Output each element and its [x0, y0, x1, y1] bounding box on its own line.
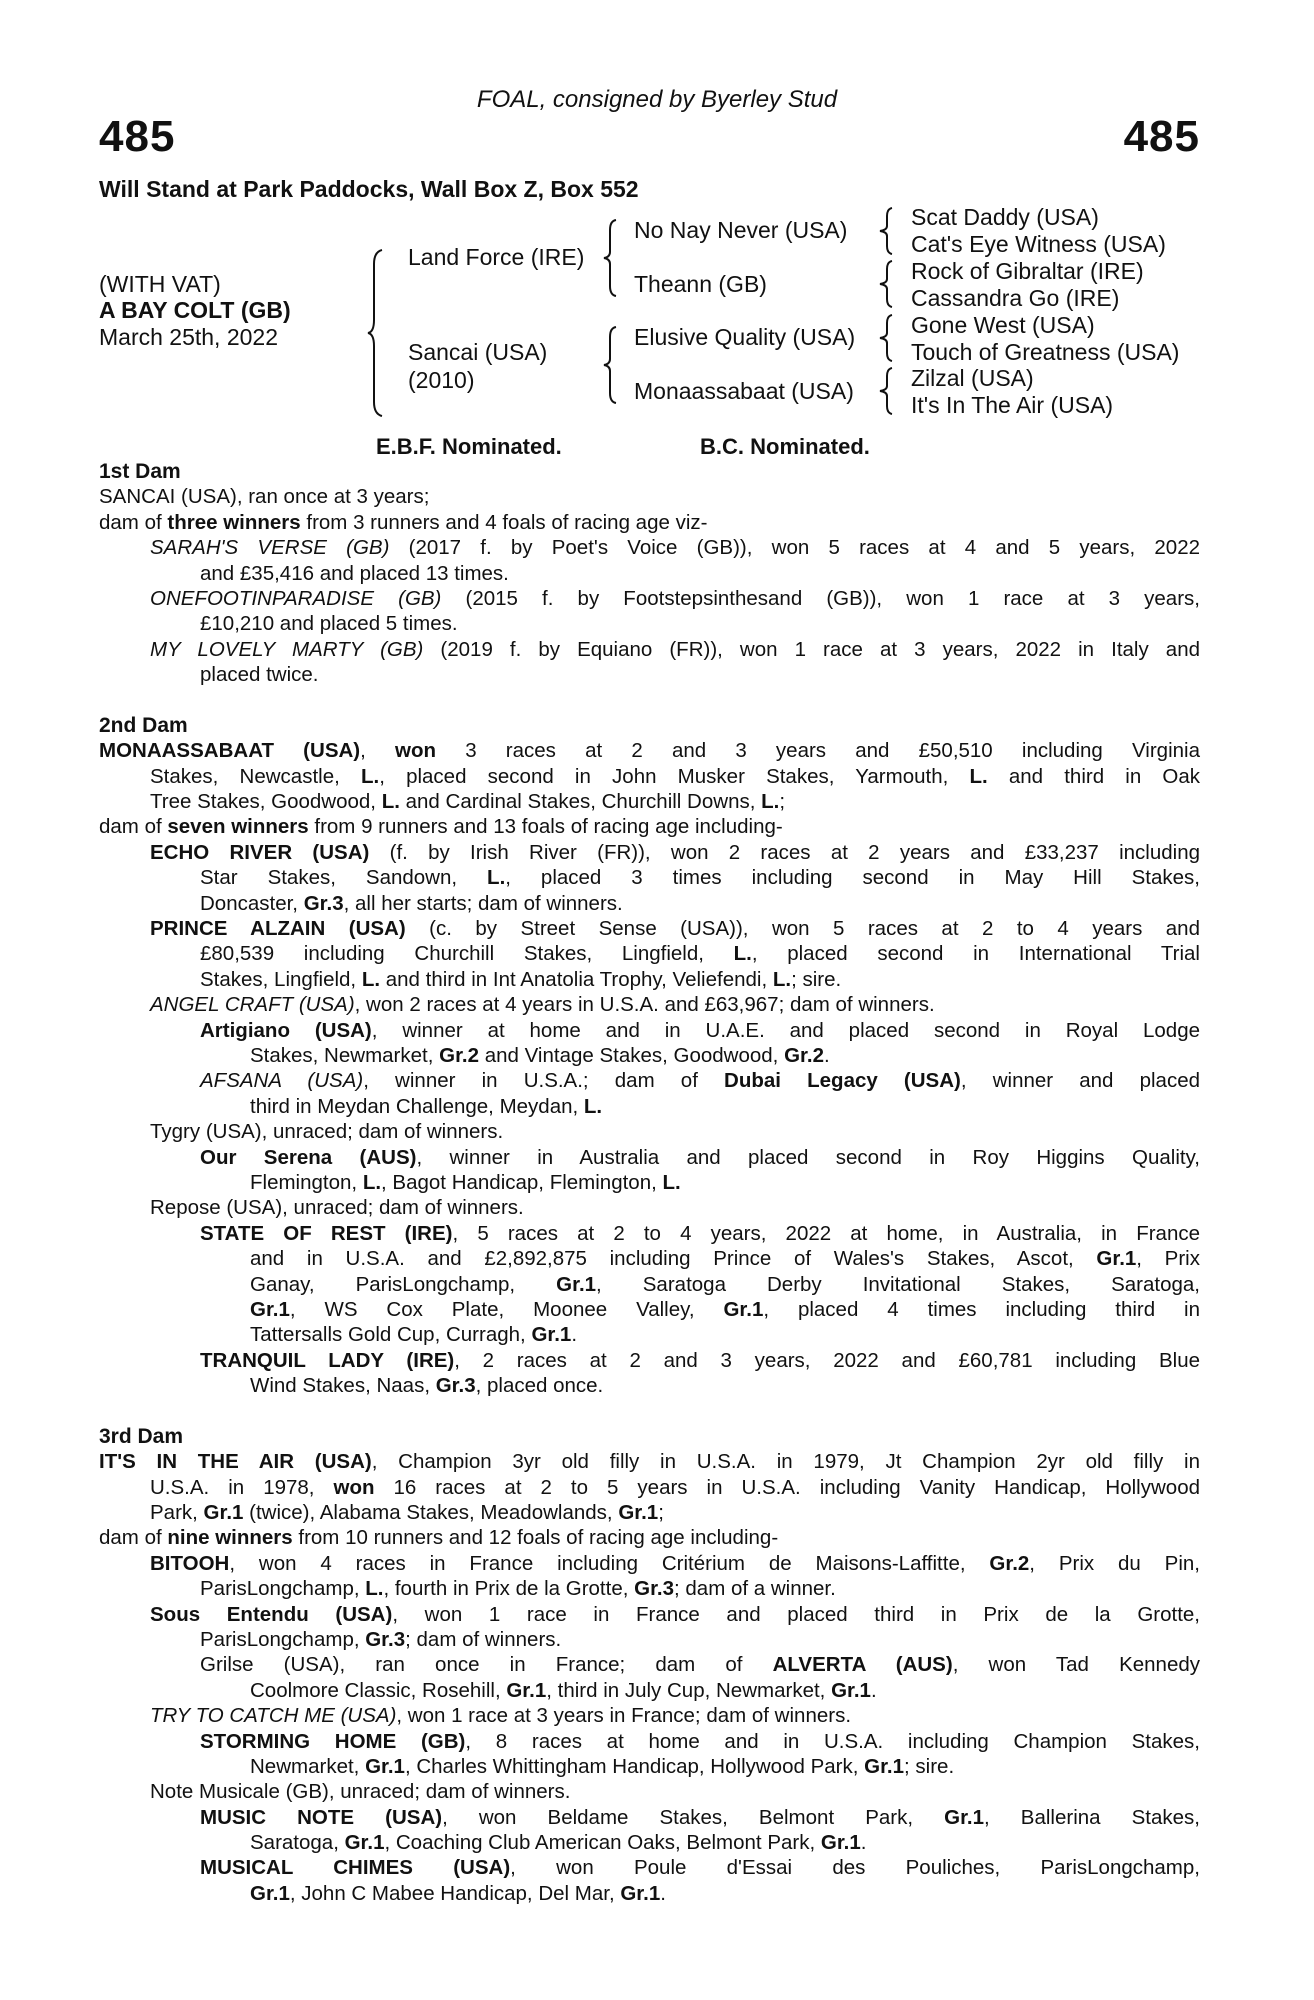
text-run: 1st Dam: [99, 460, 181, 483]
foaling-date: March 25th, 2022: [99, 324, 279, 350]
text-run: , John C Mabee Handicap, Del Mar,: [289, 1881, 621, 1905]
text-run: , Champion 3yr old filly in U.S.A. in 1979, Jt Champion 2yr old filly in: [371, 1450, 1200, 1474]
brace-icon: [880, 206, 896, 256]
text-run: Repose (USA), unraced; dam of winners.: [150, 1196, 524, 1220]
bold-text: L.: [733, 942, 752, 966]
text-run: £80,539 including Churchill Stakes, Lingfield,: [200, 942, 734, 966]
bold-text: Gr.1: [556, 1272, 597, 1296]
italic-text: MY LOVELY MARTY (GB): [150, 637, 424, 661]
text-line: [99, 1779, 1200, 1804]
italic-text: AFSANA (USA): [200, 1069, 364, 1093]
text-run: , third in July Cup, Newmarket,: [546, 1678, 832, 1702]
ancestor: Scat Daddy (USA): [911, 204, 1099, 230]
text-line: [99, 1221, 1200, 1246]
text-run: dam of: [99, 1526, 168, 1550]
text-run: ; sire.: [791, 967, 842, 991]
bold-text: Gr.3: [303, 891, 344, 915]
brace-icon: [880, 313, 896, 363]
text-run: ,: [360, 739, 396, 763]
text-line: [99, 1703, 1200, 1728]
text-line: [99, 561, 1200, 586]
bold-text: MUSIC NOTE (USA): [200, 1805, 443, 1829]
text-run: , won 2 races at 4 years in U.S.A. and £63,967; dam of winners.: [354, 993, 935, 1017]
bold-text: Artigiano (USA): [200, 1018, 372, 1042]
sire-dam: Theann (GB): [634, 271, 767, 297]
bold-text: L.: [362, 1170, 382, 1194]
text-line: [99, 611, 1200, 636]
text-line: [99, 764, 1200, 789]
text-run: .: [660, 1881, 666, 1905]
ancestor: Cassandra Go (IRE): [911, 285, 1120, 311]
text-run: , Saratoga Derby Invitational Stakes, Saratoga,: [596, 1272, 1201, 1296]
text-line: [99, 1119, 1200, 1144]
text-run: Grilse (USA), ran once in France; dam of: [200, 1653, 773, 1677]
text-line: [99, 1805, 1200, 1830]
text-line: [99, 1881, 1200, 1906]
bold-text: BITOOH: [150, 1551, 230, 1575]
bold-text: Gr.1: [831, 1678, 871, 1702]
text-line: [99, 1145, 1200, 1170]
bold-text: Gr.2: [439, 1043, 480, 1067]
ancestor: Gone West (USA): [911, 312, 1095, 338]
bold-text: Gr.1: [723, 1297, 764, 1321]
text-line: [99, 1830, 1200, 1855]
bold-text: L.: [662, 1170, 681, 1194]
bold-text: Gr.2: [784, 1043, 824, 1067]
bold-text: L.: [487, 866, 506, 890]
text-run: ; sire.: [904, 1754, 955, 1778]
text-run: from 10 runners and 12 foals of racing age including-: [292, 1526, 779, 1550]
text-run: , winner at home and in U.A.E. and placed second in Royal Lodge: [371, 1018, 1200, 1042]
bold-text: L.: [761, 790, 780, 814]
text-line: [99, 1246, 1200, 1271]
text-run: Doncaster,: [200, 891, 304, 915]
text-run: (2017 f. by Poet's Voice (GB)), won 5 races at 4 and 5 years, 2022: [389, 536, 1200, 560]
text-run: , WS Cox Plate, Moonee Valley,: [289, 1297, 724, 1321]
lot-number-right: 485: [1123, 112, 1200, 161]
text-run: , placed 4 times including third in: [763, 1297, 1200, 1321]
text-run: from 9 runners and 13 foals of racing age including-: [308, 815, 783, 839]
bold-text: Our Serena (AUS): [200, 1145, 417, 1169]
bold-text: L.: [365, 1577, 384, 1601]
text-line: [99, 1602, 1200, 1627]
text-run: and third in Oak: [987, 764, 1201, 788]
text-run: 3rd Dam: [99, 1424, 184, 1448]
bold-text: STORMING HOME (GB): [200, 1729, 466, 1753]
bold-text: Gr.1: [250, 1297, 290, 1321]
text-run: , won 1 race at 3 years in France; dam of winners.: [396, 1704, 852, 1728]
text-run: ; dam of winners.: [405, 1627, 562, 1651]
text-line: [99, 814, 1200, 839]
text-run: ParisLongchamp,: [200, 1627, 366, 1651]
text-run: Stakes, Newcastle,: [150, 764, 361, 788]
italic-text: SARAH'S VERSE (GB): [150, 536, 390, 560]
text-line: [99, 535, 1200, 560]
bold-text: Gr.1: [250, 1881, 290, 1905]
text-run: dam of: [99, 510, 168, 534]
sire: Land Force (IRE): [408, 244, 585, 270]
text-run: third in Meydan Challenge, Meydan,: [250, 1094, 584, 1118]
text-run: and third in Int Anatolia Trophy, Veliefendi,: [380, 967, 773, 991]
text-run: placed twice.: [200, 663, 319, 687]
ebf-nomination: E.B.F. Nominated.: [376, 434, 562, 459]
text-run: , Coaching Club American Oaks, Belmont Park,: [384, 1831, 821, 1855]
text-line: [99, 865, 1200, 890]
text-line: [99, 1272, 1200, 1297]
text-run: , won 4 races in France including Critérium de Maisons-Laffitte,: [229, 1551, 990, 1575]
dam: Sancai (USA): [408, 339, 548, 365]
bold-text: L.: [360, 764, 380, 788]
text-run: SANCAI (USA), ran once at 3 years;: [99, 485, 430, 509]
text-line: [99, 1475, 1200, 1500]
bold-text: L.: [772, 967, 792, 991]
text-line: [99, 1729, 1200, 1754]
text-run: Wind Stakes, Naas,: [250, 1374, 436, 1398]
bold-text: Gr.1: [620, 1881, 661, 1905]
text-line: [99, 662, 1200, 687]
text-line: [99, 1652, 1200, 1677]
text-run: ; dam of a winner.: [674, 1577, 836, 1601]
text-line: [99, 1322, 1200, 1347]
lot-number-left: 485: [99, 112, 176, 161]
text-run: Stakes, Lingfield,: [200, 967, 362, 991]
text-run: Tygry (USA), unraced; dam of winners.: [150, 1120, 504, 1144]
text-run: £10,210 and placed 5 times.: [200, 612, 458, 636]
text-run: Saratoga,: [250, 1831, 345, 1855]
text-line: [99, 586, 1200, 611]
text-line: [99, 1576, 1200, 1601]
text-line: [99, 1627, 1200, 1652]
text-line: [99, 738, 1200, 763]
text-run: , won Beldame Stakes, Belmont Park,: [442, 1805, 945, 1829]
text-line: [99, 1551, 1200, 1576]
brace-icon: [880, 259, 896, 309]
text-line: [99, 1348, 1200, 1373]
blank-line: [99, 1398, 1200, 1423]
brace-icon: [880, 366, 896, 416]
text-run: , all her starts; dam of winners.: [343, 891, 623, 915]
consignor-line: FOAL, consigned by Byerley Stud: [476, 86, 838, 113]
bold-text: Gr.3: [634, 1577, 675, 1601]
bold-text: Gr.3: [435, 1374, 476, 1398]
text-line: [99, 891, 1200, 916]
bold-text: three winners: [167, 510, 301, 534]
text-line: [99, 916, 1200, 941]
text-run: and in U.S.A. and £2,892,875 including Prince of Wales's Stakes, Ascot,: [250, 1247, 1097, 1271]
catalogue-body: [99, 459, 1200, 1906]
text-run: , won Poule d'Essai des Pouliches, ParisLongchamp,: [510, 1856, 1200, 1880]
bold-text: TRANQUIL LADY (IRE): [200, 1348, 455, 1372]
text-run: (2019 f. by Equiano (FR)), won 1 race at 3 years, 2022 in Italy and: [423, 637, 1201, 661]
bold-text: ALVERTA (AUS): [772, 1653, 953, 1677]
text-run: Tree Stakes, Goodwood,: [150, 790, 382, 814]
text-run: Stakes, Newmarket,: [250, 1043, 440, 1067]
bold-text: ECHO RIVER (USA): [150, 840, 370, 864]
bold-text: Gr.2: [989, 1551, 1030, 1575]
bold-text: Gr.1: [820, 1831, 861, 1855]
bold-text: MUSICAL CHIMES (USA): [200, 1856, 511, 1880]
vat-note: (WITH VAT): [99, 271, 221, 297]
section-heading: [99, 459, 1200, 484]
text-run: , 5 races at 2 to 4 years, 2022 at home, in Australia, in France: [452, 1221, 1200, 1245]
text-run: and Cardinal Stakes, Churchill Downs,: [399, 790, 762, 814]
ancestor: It's In The Air (USA): [911, 392, 1114, 418]
text-run: Park,: [150, 1501, 204, 1525]
bold-text: Sous Entendu (USA): [150, 1602, 393, 1626]
text-line: [99, 510, 1200, 535]
bold-text: Gr.1: [618, 1501, 659, 1525]
ancestor: Touch of Greatness (USA): [911, 339, 1180, 365]
text-run: (f. by Irish River (FR)), won 2 races at 2 years and £33,237 including: [369, 840, 1200, 864]
text-line: [99, 1754, 1200, 1779]
bold-text: Gr.1: [944, 1805, 985, 1829]
bold-text: Gr.1: [506, 1678, 547, 1702]
bc-nomination: B.C. Nominated.: [700, 434, 870, 459]
horse-name: A BAY COLT (GB): [99, 297, 291, 323]
bold-text: Gr.1: [1096, 1247, 1137, 1271]
bold-text: Gr.1: [203, 1501, 244, 1525]
bold-text: L.: [361, 967, 381, 991]
text-line: [99, 1170, 1200, 1195]
italic-text: TRY TO CATCH ME (USA): [150, 1704, 397, 1728]
ancestor: Rock of Gibraltar (IRE): [911, 258, 1144, 284]
text-run: , placed second in International Trial: [751, 942, 1200, 966]
bold-text: Gr.1: [344, 1831, 385, 1855]
text-line: [99, 1297, 1200, 1322]
bold-text: Gr.1: [864, 1754, 905, 1778]
text-run: Star Stakes, Sandown,: [200, 866, 488, 890]
text-run: Coolmore Classic, Rosehill,: [250, 1678, 507, 1702]
text-line: [99, 840, 1200, 865]
text-line: [99, 1043, 1200, 1068]
stabling-location: Will Stand at Park Paddocks, Wall Box Z, Box 552: [99, 176, 639, 202]
text-line: [99, 1500, 1200, 1525]
text-run: , Charles Whittingham Handicap, Hollywood Park,: [404, 1754, 865, 1778]
bold-text: won: [333, 1475, 375, 1499]
text-run: , Prix du Pin,: [1029, 1551, 1200, 1575]
bold-text: STATE OF REST (IRE): [200, 1221, 453, 1245]
text-line: [99, 637, 1200, 662]
text-line: [99, 967, 1200, 992]
text-line: [99, 1525, 1200, 1550]
text-run: 2nd Dam: [99, 713, 188, 737]
bold-text: IT'S IN THE AIR (USA): [99, 1450, 372, 1474]
bold-text: Gr.3: [365, 1627, 406, 1651]
brace-icon: [604, 218, 620, 298]
text-run: Ganay, ParisLongchamp,: [250, 1272, 557, 1296]
bold-text: PRINCE ALZAIN (USA): [150, 917, 406, 941]
text-run: (c. by Street Sense (USA)), won 5 races at 2 to 4 years and: [405, 917, 1200, 941]
text-line: [99, 992, 1200, 1017]
text-run: , fourth in Prix de la Grotte,: [383, 1577, 635, 1601]
section-heading: [99, 713, 1200, 738]
text-run: .: [823, 1043, 830, 1067]
text-line: [99, 941, 1200, 966]
bold-text: Dubai Legacy (USA): [724, 1069, 961, 1093]
italic-text: ONEFOOTINPARADISE (GB): [150, 586, 442, 610]
brace-icon: [368, 248, 388, 418]
dam-year: (2010): [408, 367, 475, 393]
bold-text: Gr.1: [365, 1754, 405, 1778]
dam-dam: Monaassabaat (USA): [634, 378, 854, 404]
text-line: [99, 1094, 1200, 1119]
bold-text: won: [395, 739, 437, 763]
text-line: [99, 1018, 1200, 1043]
bold-text: MONAASSABAAT (USA): [99, 739, 361, 763]
text-line: [99, 484, 1200, 509]
text-run: , 2 races at 2 and 3 years, 2022 and £60,781 including Blue: [454, 1348, 1200, 1372]
text-run: , Bagot Handicap, Flemington,: [381, 1170, 663, 1194]
bold-text: L.: [381, 790, 400, 814]
text-run: , winner in Australia and placed second in Roy Higgins Quality,: [416, 1145, 1201, 1169]
bold-text: seven winners: [167, 815, 309, 839]
bold-text: Gr.1: [531, 1323, 572, 1347]
text-run: 16 races at 2 to 5 years in U.S.A. including Vanity Handicap, Hollywood: [374, 1475, 1200, 1499]
text-run: Flemington,: [250, 1170, 363, 1194]
text-run: .: [870, 1678, 877, 1702]
text-line: [99, 1678, 1200, 1703]
sire-sire: No Nay Never (USA): [634, 217, 848, 243]
text-line: [99, 1855, 1200, 1880]
text-line: [99, 1195, 1200, 1220]
text-run: , winner in U.S.A.; dam of: [363, 1069, 725, 1093]
brace-icon: [604, 325, 620, 405]
text-run: , won Tad Kennedy: [952, 1653, 1200, 1677]
text-run: , winner and placed: [960, 1069, 1201, 1093]
text-line: [99, 789, 1200, 814]
text-run: and £35,416 and placed 13 times.: [200, 561, 509, 585]
text-run: , 8 races at home and in U.S.A. including Champion Stakes,: [465, 1729, 1200, 1753]
dam-sire: Elusive Quality (USA): [634, 324, 856, 350]
blank-line: [99, 688, 1200, 713]
text-run: from 3 runners and 4 foals of racing age viz-: [300, 510, 708, 534]
text-line: [99, 1449, 1200, 1474]
text-run: , placed second in John Musker Stakes, Yarmouth,: [379, 764, 970, 788]
text-run: , Ballerina Stakes,: [984, 1805, 1200, 1829]
ancestor: Cat's Eye Witness (USA): [911, 231, 1166, 257]
text-run: Note Musicale (GB), unraced; dam of winners.: [150, 1780, 571, 1804]
text-run: ;: [658, 1501, 664, 1525]
bold-text: nine winners: [167, 1526, 293, 1550]
italic-text: ANGEL CRAFT (USA): [150, 993, 355, 1017]
text-run: (2015 f. by Footstepsinthesand (GB)), won 1 race at 3 years,: [441, 586, 1200, 610]
text-run: , placed once.: [475, 1374, 604, 1398]
text-run: , placed 3 times including second in May Hill Stakes,: [505, 866, 1200, 890]
bold-text: L.: [583, 1094, 603, 1118]
text-run: ParisLongchamp,: [200, 1577, 366, 1601]
section-heading: [99, 1424, 1200, 1449]
text-run: Newmarket,: [250, 1754, 366, 1778]
text-run: and Vintage Stakes, Goodwood,: [479, 1043, 785, 1067]
text-run: (twice), Alabama Stakes, Meadowlands,: [243, 1501, 619, 1525]
text-run: Tattersalls Gold Cup, Curragh,: [250, 1323, 532, 1347]
text-line: [99, 1068, 1200, 1093]
text-run: .: [571, 1323, 578, 1347]
ancestor: Zilzal (USA): [911, 365, 1034, 391]
text-run: U.S.A. in 1978,: [150, 1475, 334, 1499]
text-run: dam of: [99, 815, 168, 839]
text-line: [99, 1373, 1200, 1398]
text-run: , won 1 race in France and placed third in Prix de la Grotte,: [392, 1602, 1200, 1626]
text-run: 3 races at 2 and 3 years and £50,510 including Virginia: [436, 739, 1200, 763]
text-run: .: [860, 1831, 867, 1855]
text-run: ;: [779, 790, 786, 814]
bold-text: L.: [969, 764, 988, 788]
text-run: , Prix: [1136, 1247, 1200, 1271]
